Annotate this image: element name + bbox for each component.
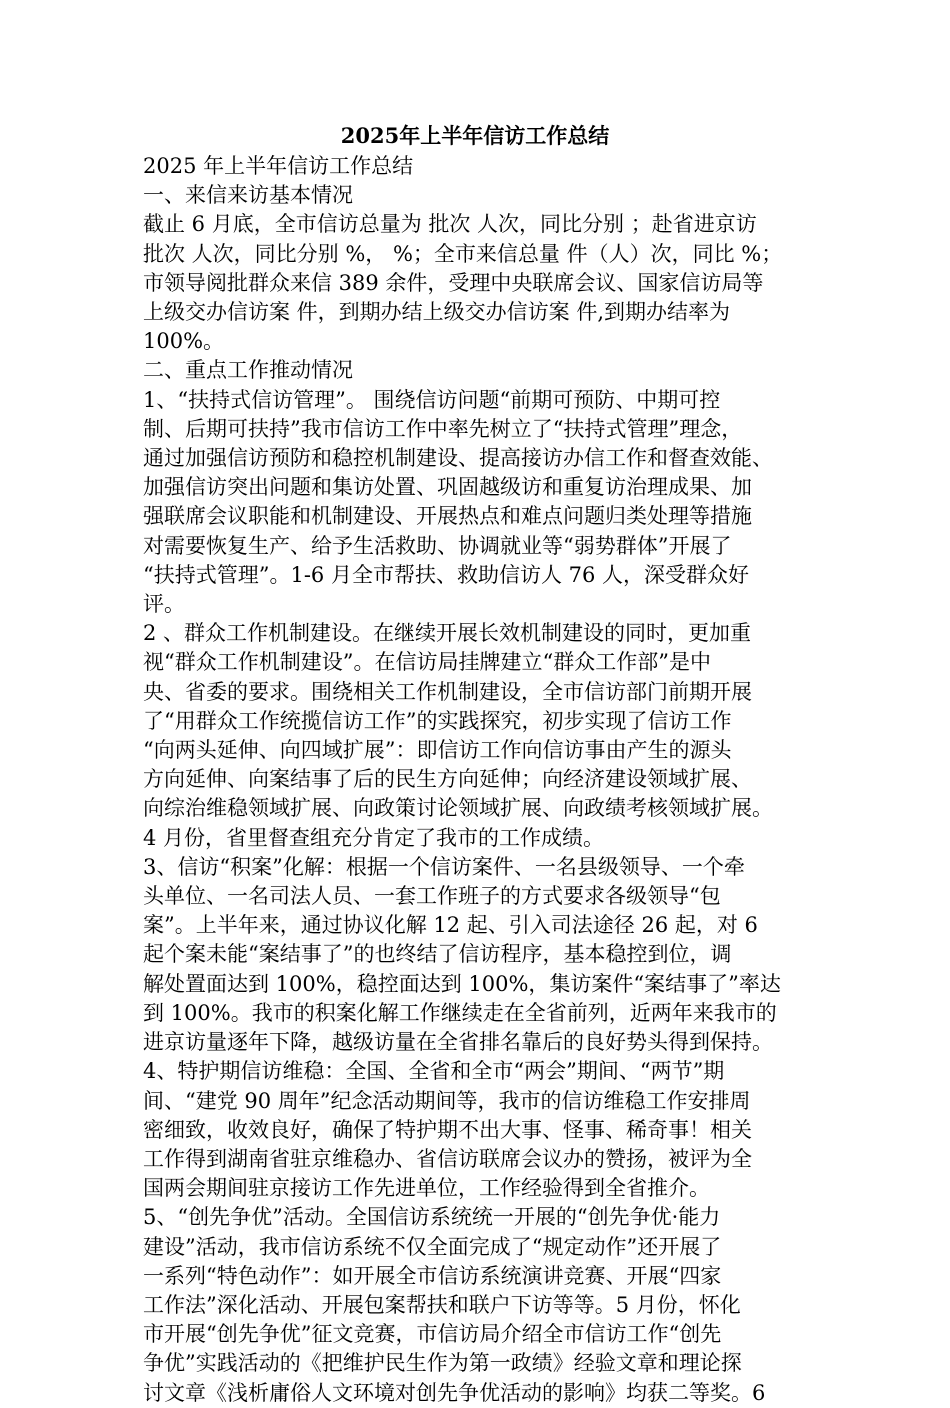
body-line: 到 100%。我市的积案化解工作继续走在全省前列，近两年来我市的 <box>143 1000 777 1025</box>
body-line: 起个案未能“案结事了”的也终结了信访程序，基本稳控到位，调 <box>143 942 732 967</box>
body-line: 1、“扶持式信访管理”。 围绕信访问题“前期可预防、中期可控 <box>143 387 721 412</box>
body-line: 截止 6 月底，全市信访总量为 批次 人次，同比分别 ；赴省进京访 <box>143 212 757 237</box>
body-line: 市开展“创先争优”征文竞赛，市信访局介绍全市信访工作“创先 <box>143 1322 722 1347</box>
body-line: 案”。上半年来，通过协议化解 12 起、引入司法途径 26 起，对 6 <box>143 913 758 938</box>
body-line: 二、重点工作推动情况 <box>143 358 353 383</box>
document-body <box>143 152 807 1408</box>
body-line: 讨文章《浅析庸俗人文环境对创先争优活动的影响》均获二等奖。6 <box>143 1380 766 1405</box>
body-line: 5、“创先争优”活动。全国信访系统统一开展的“创先争优·能力 <box>143 1205 721 1230</box>
body-line: 向综治维稳领域扩展、向政策讨论领域扩展、向政绩考核领域扩展。 <box>143 796 773 821</box>
body-line: 100%。 <box>143 329 225 354</box>
body-line: 工作得到湖南省驻京维稳办、省信访联席会议办的赞扬，被评为全 <box>143 1146 752 1171</box>
body-line: 了“用群众工作统揽信访工作”的实践探究，初步实现了信访工作 <box>143 708 732 733</box>
body-line: 国两会期间驻京接访工作先进单位，工作经验得到全省推介。 <box>143 1176 710 1201</box>
document-title: 2025年上半年信访工作总结 <box>340 123 610 148</box>
body-line: 密细致，收效良好，确保了特护期不出大事、怪事、稀奇事！相关 <box>143 1117 752 1142</box>
body-line: 3、信访“积案”化解：根据一个信访案件、一名县级领导、一个牵 <box>143 854 745 879</box>
body-line: 4 月份，省里督查组充分肯定了我市的工作成绩。 <box>143 825 605 850</box>
body-line: 2025 年上半年信访工作总结 <box>143 154 414 178</box>
body-line: 视“群众工作机制建设”。在信访局挂牌建立“群众工作部”是中 <box>143 650 711 675</box>
body-line: 对需要恢复生产、给予生活救助、协调就业等“弱势群体”开展了 <box>143 533 732 558</box>
body-line: “向两头延伸、向四域扩展”：即信访工作向信访事由产生的源头 <box>143 738 732 763</box>
body-line: 一系列“特色动作”：如开展全市信访系统演讲竞赛、开展“四家 <box>143 1263 722 1288</box>
body-line: 4、特护期信访维稳：全国、全省和全市“两会”期间、“两节”期 <box>143 1059 725 1084</box>
body-line: “扶持式管理”。1-6 月全市帮扶、救助信访人 76 人，深受群众好 <box>143 562 750 587</box>
body-line: 一、来信来访基本情况 <box>143 183 353 208</box>
body-line: 市领导阅批群众来信 389 余件，受理中央联席会议、国家信访局等 <box>143 270 764 295</box>
body-line: 加强信访突出问题和集访处置、巩固越级访和重复访治理成果、加 <box>143 475 752 500</box>
body-line: 通过加强信访预防和稳控机制建设、提高接访办信工作和督查效能、 <box>143 446 773 471</box>
body-line: 工作法”深化活动、开展包案帮扶和联户下访等等。5 月份，怀化 <box>143 1292 741 1317</box>
body-line: 解处置面达到 100%，稳控面达到 100%，集访案件“案结事了”率达 <box>143 971 781 996</box>
body-line: 间、“建党 90 周年”纪念活动期间等，我市的信访维稳工作安排周 <box>143 1088 751 1113</box>
body-line: 上级交办信访案 件，到期办结上级交办信访案 件,到期办结率为 <box>143 300 731 325</box>
body-line: 进京访量逐年下降，越级访量在全省排名靠后的良好势头得到保持。 <box>143 1030 773 1055</box>
body-line: 建设”活动，我市信访系统不仅全面完成了“规定动作”还开展了 <box>143 1234 722 1259</box>
body-line: 批次 人次，同比分别 %， %；全市来信总量 件（人）次，同比 %； <box>143 241 783 266</box>
body-line: 2 、群众工作机制建设。在继续开展长效机制建设的同时，更加重 <box>143 621 752 646</box>
document-page <box>143 120 807 1408</box>
body-line: 制、后期可扶持”我市信访工作中率先树立了“扶持式管理”理念， <box>143 416 743 441</box>
body-line: 央、省委的要求。围绕相关工作机制建设，全市信访部门前期开展 <box>143 679 752 704</box>
body-line: 评。 <box>143 592 185 617</box>
body-line: 方向延伸、向案结事了后的民生方向延伸；向经济建设领域扩展、 <box>143 767 752 792</box>
body-line: 争优”实践活动的《把维护民生作为第一政绩》经验文章和理论探 <box>143 1351 742 1376</box>
body-line: 头单位、一名司法人员、一套工作班子的方式要求各级领导“包 <box>143 884 721 909</box>
body-line: 强联席会议职能和机制建设、开展热点和难点问题归类处理等措施 <box>143 504 752 529</box>
